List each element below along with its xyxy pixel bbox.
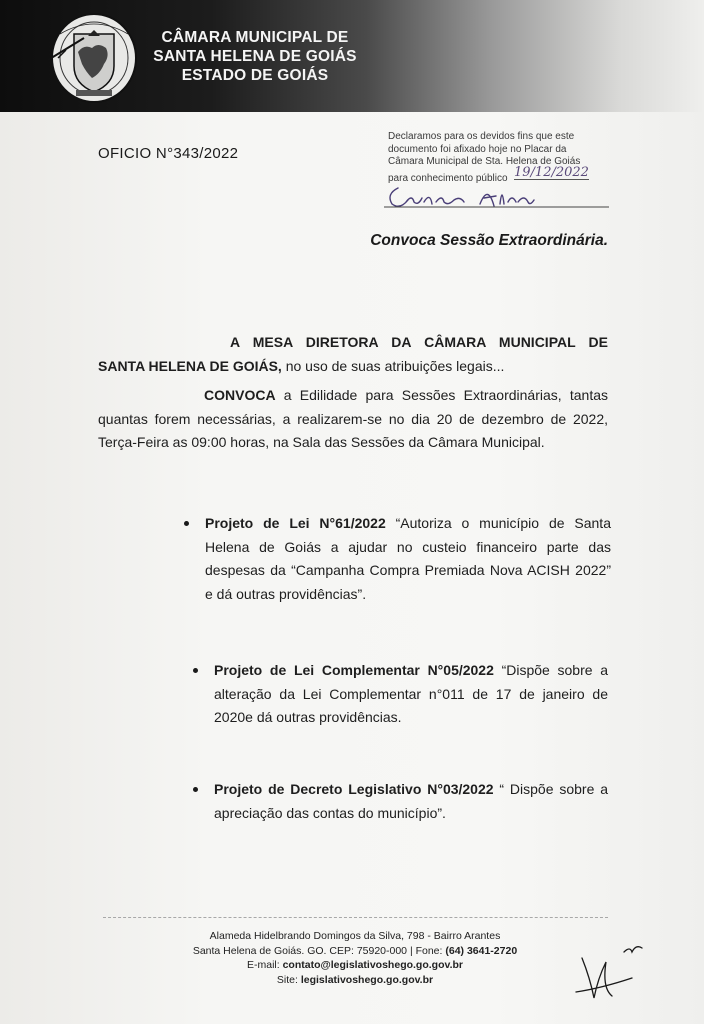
intro-bold-a: A MESA DIRETORA DA CÂMARA MUNICIPAL DE (230, 334, 608, 350)
footer-divider (103, 917, 608, 918)
convoca-bold: CONVOCA (204, 387, 276, 403)
stamp-line-3: Câmara Municipal de Sta. Helena de Goiás (388, 156, 581, 167)
footer-contact (150, 929, 560, 987)
footer-address: Alameda Hidelbrando Domingos da Silva, 798 - Bairro Arantes (209, 930, 501, 942)
convoca-rest: a Edilidade para Sessões Extraordinárias, tantas quantas forem necessárias, a realizarem-se no dia 20 de dezembro de 2022, Terça-Feira as 09:00 horas, na Sala das Sessões da Câmara Municipal. (98, 387, 608, 450)
bullet-icon (184, 521, 189, 526)
agenda-item-title: Projeto de Lei Complementar N°05/2022 (214, 662, 494, 678)
president-signature (572, 938, 652, 1002)
letterhead-line-2: SANTA HELENA DE GOIÁS (153, 48, 357, 65)
municipal-seal-logo (44, 8, 140, 106)
agenda-item (205, 512, 611, 606)
stamp-line-4: para conhecimento público (388, 172, 508, 184)
stamp-date: 19/12/2022 (514, 164, 589, 180)
convoca-paragraph (98, 384, 608, 455)
footer-email-label: E-mail: (247, 959, 283, 971)
agenda-item-text: “Autoriza o município de Santa Helena de Goiás a ajudar no custeio financeiro parte das despesas da “Campanha Compra Premiada Nova ACISH 2022” e dá outras providências”. (205, 515, 611, 602)
oficio-number: OFICIO N°343/2022 (98, 145, 239, 162)
footer-site: legislativoshego.go.gov.br (300, 973, 434, 986)
footer-phone: (64) 3641-2720 (445, 944, 518, 957)
agenda-item-text: “Dispõe sobre a alteração da Lei Complementar n°011 de 17 de janeiro de 2020e dá outras providências. (214, 662, 609, 725)
agenda-item (214, 659, 608, 730)
intro-bold-b: SANTA HELENA DE GOIÁS, (98, 357, 282, 374)
agenda-item-text: “ Dispõe sobre a apreciação das contas do município”. (214, 781, 608, 821)
agenda-item (214, 778, 608, 825)
stamp-signature (384, 180, 609, 212)
footer-site-label: Site: (276, 973, 301, 986)
agenda-item-title: Projeto de Lei N°61/2022 (205, 515, 386, 531)
letterhead-line-3: ESTADO DE GOIÁS (181, 67, 329, 84)
bullet-icon (193, 668, 198, 673)
footer-city: Santa Helena de Goiás. GO. CEP: 75920-000 | Fone: (192, 944, 446, 957)
agenda-item-title: Projeto de Decreto Legislativo N°03/2022 (214, 781, 494, 797)
stamp-line-1: Declaramos para os devidos fins que este (388, 131, 575, 142)
intro-rest: no uso de suas atribuições legais... (281, 357, 505, 374)
posting-stamp (388, 131, 618, 185)
stamp-line-2: documento foi afixado hoje no Placar da (388, 143, 567, 155)
letterhead-line-1: CÂMARA MUNICIPAL DE (161, 29, 349, 46)
document-title: Convoca Sessão Extraordinária. (370, 232, 608, 249)
footer-email: contato@legislativoshego.go.gov.br (282, 959, 463, 971)
letterhead-title (150, 28, 360, 85)
bullet-icon (193, 787, 198, 792)
intro-paragraph (98, 331, 608, 378)
